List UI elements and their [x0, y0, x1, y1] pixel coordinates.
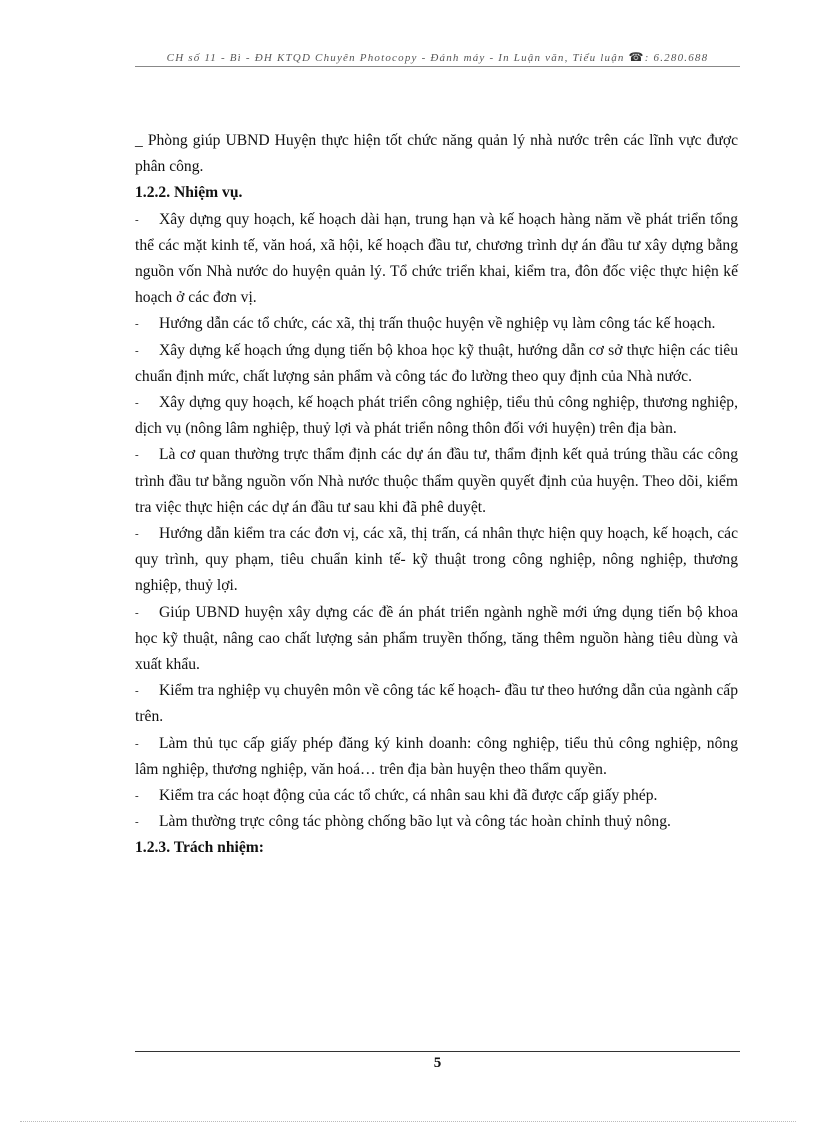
- list-item-text: Kiểm tra nghiệp vụ chuyên môn về công tác kế hoạch- đầu tư theo hướng dẫn của ngành cấp trên.: [135, 682, 738, 726]
- list-item: [135, 678, 738, 730]
- list-item-text: Làm thường trực công tác phòng chống bão lụt và công tác hoàn chỉnh thuỷ nông.: [159, 813, 671, 831]
- bullet-dash-icon: -: [135, 449, 139, 462]
- list-item: [135, 390, 738, 442]
- list-item-text: Giúp UBND huyện xây dựng các đề án phát triển ngành nghề mới ứng dụng tiến bộ khoa học kỹ thuật, nâng cao chất lượng sản phẩm truyền thống, tăng thêm nguồn hàng tiêu dùng và xuất khẩu.: [135, 603, 738, 674]
- list-item-text: Hướng dẫn kiểm tra các đơn vị, các xã, thị trấn, cá nhân thực hiện quy hoạch, kế hoạch, các quy trình, quy phạm, tiêu chuẩn kinh tế- kỹ thuật trong công nghiệp, nông nghiệp, thương nghiệp, thuỷ lợi.: [135, 525, 738, 595]
- bullet-dash-icon: -: [135, 318, 139, 331]
- list-item: [135, 338, 738, 390]
- header-phone: : 6.280.688: [644, 52, 709, 64]
- list-item: [135, 207, 738, 312]
- bullet-dash-icon: -: [135, 816, 139, 829]
- footer-rule: [135, 1051, 740, 1052]
- list-item-text: Làm thủ tục cấp giấy phép đăng ký kinh doanh: công nghiệp, tiểu thủ công nghiệp, nông lâm nghiệp, thương nghiệp, văn hoá… trên địa bàn huyện theo thẩm quyền.: [135, 734, 738, 778]
- list-item: [135, 809, 738, 835]
- header-text: CH số 11 - Bì - ĐH KTQD Chuyên Photocopy - Đánh máy - In Luận văn, Tiểu luận: [166, 52, 625, 64]
- list-item-text: Xây dựng quy hoạch, kế hoạch dài hạn, trung hạn và kế hoạch hàng năm về phát triển tổng thể các mặt kinh tế, văn hoá, xã hội, kế hoạch đầu tư, chương trình dự án đầu tư xây dựng bằng nguồn vốn Nhà nước do huyện quản lý. Tổ chức triển khai, kiểm tra, đôn đốc việc thực hiện kế hoạch ở các đơn vị.: [135, 210, 738, 307]
- list-item: [135, 600, 738, 679]
- list-item-text: Hướng dẫn các tổ chức, các xã, thị trấn thuộc huyện về nghiệp vụ làm công tác kế hoạch.: [159, 315, 716, 333]
- bullet-dash-icon: -: [135, 213, 139, 226]
- bullet-dash-icon: -: [135, 790, 139, 803]
- page-header: [135, 50, 740, 65]
- bullet-dash-icon: -: [135, 685, 139, 698]
- phone-icon: ☎: [628, 50, 645, 64]
- list-item: [135, 311, 738, 337]
- list-item-text: Xây dựng quy hoạch, kế hoạch phát triển công nghiệp, tiểu thủ công nghiệp, thương nghiệp, dịch vụ (nông lâm nghiệp, thuỷ lợi và phát triển nông thôn đối với huyện) trên địa bàn.: [135, 394, 738, 438]
- section-heading-1-2-2: 1.2.2. Nhiệm vụ.: [135, 184, 243, 202]
- page-bottom-border: [20, 1121, 796, 1122]
- bullet-dash-icon: -: [135, 528, 139, 541]
- bullet-dash-icon: -: [135, 397, 139, 410]
- list-item-text: Kiểm tra các hoạt động của các tổ chức, cá nhân sau khi đã được cấp giấy phép.: [159, 787, 658, 805]
- bullet-dash-icon: -: [135, 606, 139, 619]
- list-item-text: Là cơ quan thường trực thẩm định các dự án đầu tư, thẩm định kết quả trúng thầu các công trình đầu tư bằng nguồn vốn Nhà nước thuộc thẩm quyền quyết định của huyện. Theo dõi, kiểm tra việc thực hiện các dự án đầu tư sau khi đã phê duyệt.: [135, 446, 738, 516]
- header-rule: [135, 66, 740, 67]
- bullet-dash-icon: -: [135, 737, 139, 750]
- document-body: [135, 128, 738, 862]
- list-item: [135, 442, 738, 521]
- list-item: [135, 521, 738, 600]
- bullet-dash-icon: -: [135, 344, 139, 357]
- list-item-text: Xây dựng kế hoạch ứng dụng tiến bộ khoa học kỹ thuật, hướng dẫn cơ sở thực hiện các tiêu chuẩn định mức, chất lượng sản phẩm và công tác đo lường theo quy định của Nhà nước.: [135, 341, 738, 385]
- list-item: [135, 783, 738, 809]
- section-heading-1-2-3: 1.2.3. Trách nhiệm:: [135, 839, 264, 857]
- intro-paragraph: _ Phòng giúp UBND Huyện thực hiện tốt chức năng quản lý nhà nước trên các lĩnh vực được phân công.: [135, 132, 738, 176]
- page-number: 5: [433, 1055, 442, 1071]
- list-item: [135, 731, 738, 783]
